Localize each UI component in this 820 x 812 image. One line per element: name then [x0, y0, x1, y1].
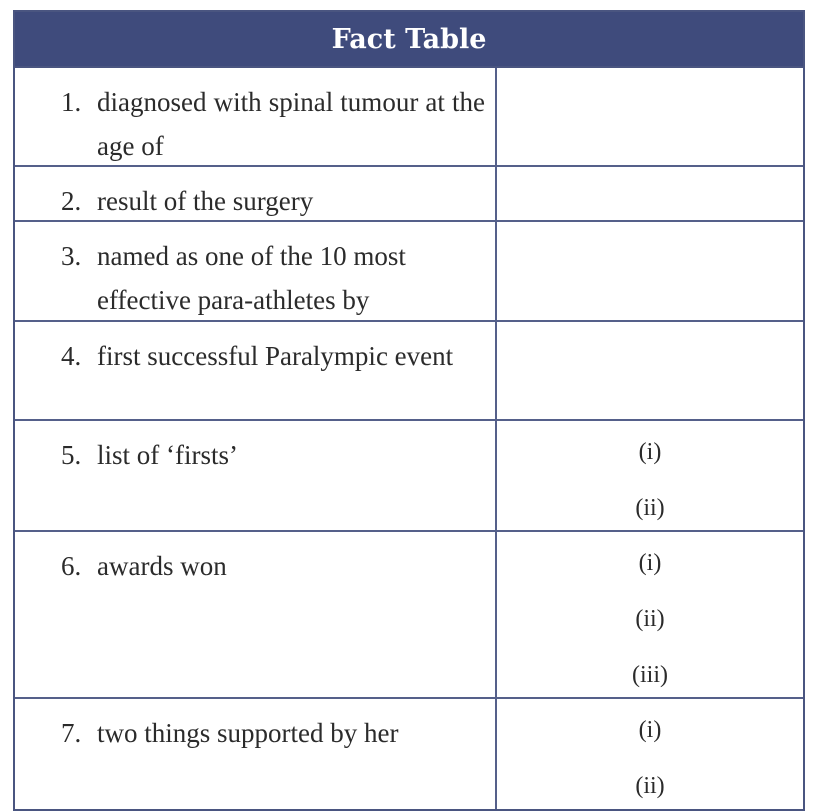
row-number: 3.	[61, 241, 82, 271]
question-cell	[15, 532, 497, 697]
answer-label: (i)	[638, 717, 662, 743]
question-cell	[15, 68, 497, 165]
table-row	[15, 699, 803, 809]
row-text: awards won	[97, 551, 227, 581]
row-text: result of the surgery	[97, 186, 314, 216]
answer-label: (i)	[638, 439, 662, 465]
table-row	[15, 222, 803, 322]
question-cell	[15, 222, 497, 320]
row-number: 5.	[61, 440, 82, 470]
row-text: two things supported by her	[97, 718, 399, 748]
fact-table	[13, 10, 805, 811]
answer-cell[interactable]	[497, 68, 803, 165]
table-row	[15, 68, 803, 167]
answer-label: (iii)	[632, 662, 668, 688]
row-number: 2.	[61, 186, 82, 216]
answer-cell[interactable]	[497, 167, 803, 220]
row-number: 6.	[61, 551, 82, 581]
answer-cell[interactable]	[497, 421, 803, 530]
answer-cell[interactable]	[497, 532, 803, 697]
question-cell	[15, 699, 497, 809]
answer-label: (i)	[638, 550, 662, 576]
row-number: 1.	[61, 87, 82, 117]
table-row	[15, 532, 803, 699]
question-cell	[15, 421, 497, 530]
table-row	[15, 421, 803, 532]
answer-label: (ii)	[635, 495, 665, 521]
answer-label: (ii)	[635, 773, 665, 799]
table-title: Fact Table	[15, 12, 803, 68]
row-text: first successful Paralympic event	[97, 341, 454, 371]
answer-cell[interactable]	[497, 322, 803, 419]
answer-cell[interactable]	[497, 699, 803, 809]
question-cell	[15, 322, 497, 419]
question-cell	[15, 167, 497, 220]
row-text: list of ‘firsts’	[97, 440, 238, 470]
answer-cell[interactable]	[497, 222, 803, 320]
table-row	[15, 322, 803, 421]
row-text: diagnosed with spinal tumour at the age of	[97, 87, 485, 161]
row-number: 7.	[61, 718, 82, 748]
row-text: named as one of the 10 most effective para-athletes by	[97, 241, 406, 315]
table-row	[15, 167, 803, 222]
row-number: 4.	[61, 341, 82, 371]
answer-label: (ii)	[635, 606, 665, 632]
